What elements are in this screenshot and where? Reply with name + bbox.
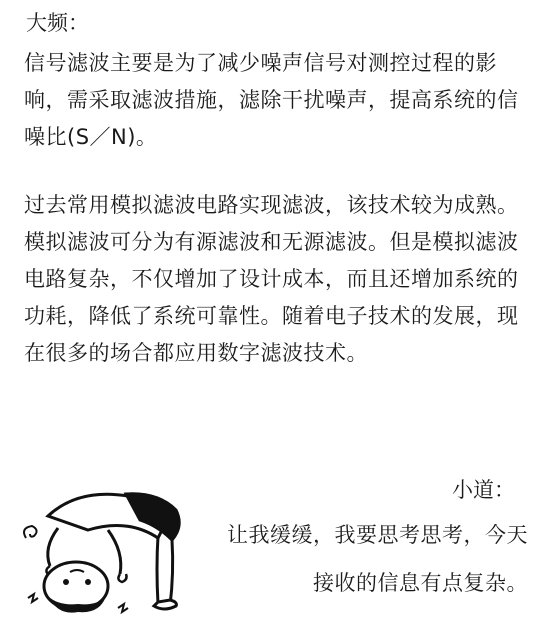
paragraph-signal-filtering: 信号滤波主要是为了减少噪声信号对测控过程的影响，需采取滤波措施，滤除干扰噪声，提高系统的信噪比(S／N)。 — [24, 51, 519, 149]
speaker-b-label: 小道： — [452, 478, 515, 502]
paragraph-analog-vs-digital: 过去常用模拟滤波电路实现滤波，该技术较为成熟。模拟滤波可分为有源滤波和无源滤波。但是模拟滤波电路复杂，不仅增加了设计成本，而且还增加系统的功耗，降低了系统可靠性。随着电子技术的发展，现在很多的场合都应用数字滤波技术。 — [24, 193, 519, 365]
bent-over-thinking-character-icon — [8, 478, 188, 638]
reply-line-2: 接收的信息有点复杂。 — [313, 571, 528, 595]
speaker-a-label: 大频： — [26, 11, 89, 35]
reply-line-1: 让我缓缓，我要思考思考，今天 — [227, 523, 528, 547]
